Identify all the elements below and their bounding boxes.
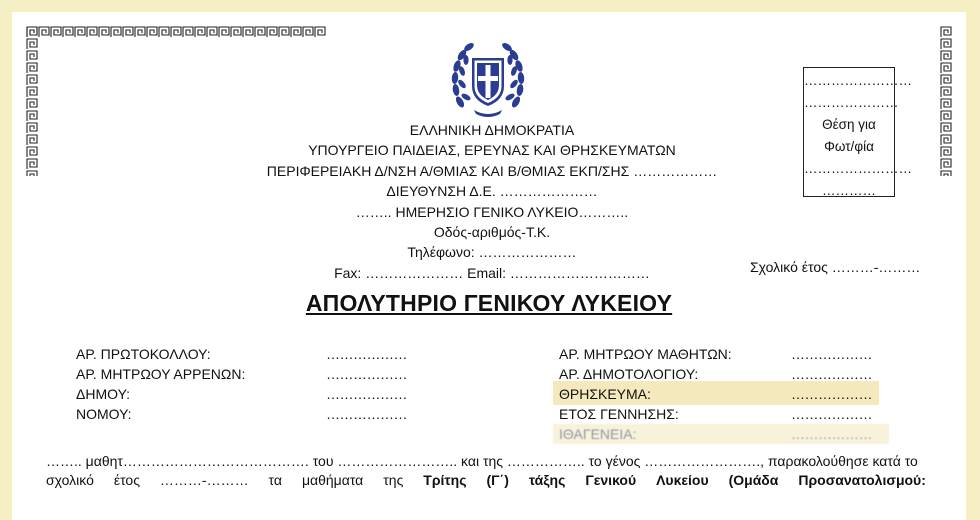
body-word: τα [268,472,282,488]
body-word-bold: (Ομάδα [728,472,779,488]
issuer-header [222,120,762,283]
header-ministry: ΥΠΟΥΡΓΕΙΟ ΠΑΙΔΕΙΑΣ, ΕΡΕΥΝΑΣ ΚΑΙ ΘΡΗΣΚΕΥΜΑΤΩΝ [308,142,676,159]
protocol-number-label: ΑΡ. ΠΡΩΤΟΚΟΛΛΟΥ: [76,346,211,362]
header-fax-email: Fax: ………………… Email: ………………………… [334,264,650,281]
nationality-value[interactable]: ……………… [791,426,872,442]
prefecture-value[interactable]: ……………… [326,406,407,422]
photo-label-1: Θέση για [822,117,876,132]
certificate-document [12,12,966,520]
birth-year-value[interactable]: ……………… [791,406,872,422]
protocol-number-value[interactable]: ……………… [326,346,407,362]
photo-dots-top: …………………… [804,73,912,88]
male-registry-label: ΑΡ. ΜΗΤΡΩΟΥ ΑΡΡΕΝΩΝ: [76,366,246,382]
greek-key-border-right [940,26,952,176]
greek-key-border-top [26,26,326,38]
photo-dots-bottom-2: ………… [822,183,876,198]
body-word-bold: Γενικού [585,472,637,488]
municipal-registry-value[interactable]: ……………… [791,366,872,382]
body-line-2 [46,472,926,488]
religion-label: ΘΡΗΣΚΕΥΜΑ: [559,386,651,402]
body-word-bold: Λυκείου [656,472,709,488]
header-school-name: …….. ΗΜΕΡΗΣΙΟ ΓΕΝΙΚΟ ΛΥΚΕΙΟ……….. [355,203,629,220]
header-republic: ΕΛΛΗΝΙΚΗ ΔΗΜΟΚΡΑΤΙΑ [409,122,575,138]
nationality-label: ΙΘΑΓΕΝΕΙΑ: [559,426,637,442]
body-word: σχολικό [46,472,94,488]
photo-dots-bottom: …………………… [804,161,912,176]
religion-value[interactable]: ……………… [791,386,872,402]
header-regional-directorate: ΠΕΡΙΦΕΡΕΙΑΚΗ Δ/ΝΣΗ Α/ΘΜΙΑΣ ΚΑΙ Β/ΘΜΙΑΣ ΕΚΠ/ΣΗΣ ……………… [266,162,718,179]
municipal-registry-label: ΑΡ. ΔΗΜΟΤΟΛΟΓΙΟΥ: [559,366,699,382]
document-title: ΑΠΟΛΥΤΗΡΙΟ ΓΕΝΙΚΟΥ ΛΥΚΕΙΟΥ [305,290,673,316]
body-word: ………-……… [159,472,249,488]
header-phone: Τηλέφωνο: ………………… [407,244,577,261]
body-word-bold: (Γ΄) [486,472,509,488]
body-word: της [383,472,404,488]
greek-key-border-left [26,26,38,176]
header-address: Οδός-αριθμός-Τ.Κ. [433,224,551,241]
municipality-label: ΔΗΜΟΥ: [76,386,131,402]
body-word-bold: Τρίτης [423,472,467,488]
body-word-bold: τάξης [528,472,566,488]
body-word: έτος [113,472,140,488]
photo-label-2: Φωτ/φία [824,139,874,154]
municipality-value[interactable]: ……………… [326,386,407,402]
photo-dots-top-2: ………………… [804,95,899,110]
male-registry-value[interactable]: ……………… [326,366,407,382]
prefecture-label: ΝΟΜΟΥ: [76,406,132,422]
student-registry-label: ΑΡ. ΜΗΤΡΩΟΥ ΜΑΘΗΤΩΝ: [559,346,732,362]
body-word: μαθήματα [301,472,364,488]
school-year: Σχολικό έτος ………-……… [750,259,921,275]
body-line-1: …….. μαθητ…………………………………. του …………………….. και της …………….. το γένος ……………………., παρακολούθησε κατά το [46,453,918,469]
greek-emblem-icon [450,40,526,120]
student-registry-value[interactable]: ……………… [791,346,872,362]
body-word-bold: Προσανατολισμού: [798,472,926,488]
photo-placeholder-box [803,67,912,198]
header-directorate: ΔΙΕΥΘΥΝΣΗ Δ.Ε. ………………… [386,183,598,200]
birth-year-label: ΕΤΟΣ ΓΕΝΝΗΣΗΣ: [559,406,679,422]
